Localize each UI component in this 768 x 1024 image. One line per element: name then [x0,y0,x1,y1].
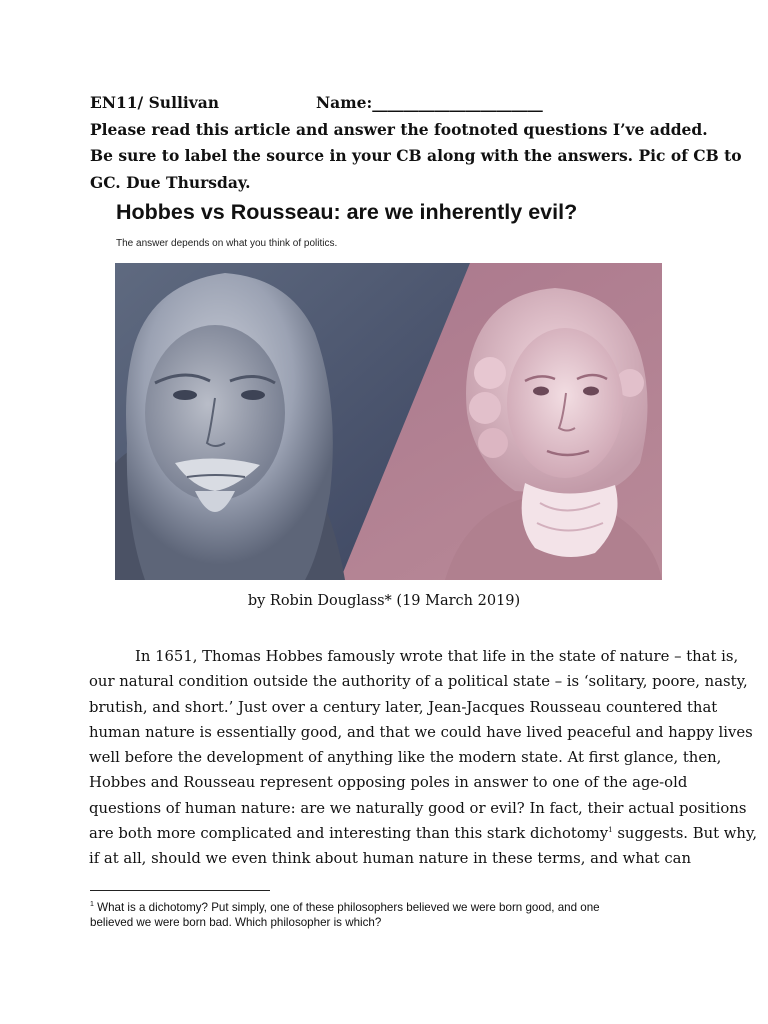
footnote-line: believed we were born bad. Which philosopher is which? [90,916,382,929]
footnote-divider [90,890,270,891]
footnote-marker: 1 [90,901,94,909]
name-field-label: Name:______________________ [316,93,543,112]
article-byline: by Robin Douglass* (19 March 2019) [247,593,521,609]
body-line: well before the development of anything like the modern state. At first glance, then, [89,749,722,767]
course-label: EN11/ Sullivan [90,93,220,112]
body-line: In 1651, Thomas Hobbes famously wrote that life in the state of nature – that is, [135,648,739,665]
body-line-text: suggests. But why, [617,825,758,843]
body-line: brutish, and short.’ Just over a century later, Jean-Jacques Rousseau countered that [89,698,718,716]
figure-subtitle: The answer depends on what you think of politics. [116,238,338,249]
body-line: questions of human nature: are we naturally good or evil? In fact, their actual positions [89,799,747,817]
footnote-line [90,900,690,915]
body-line: human nature is essentially good, and that we could have lived peaceful and happy lives [89,723,753,741]
instruction-line-2: Be sure to label the source in your CB along with the answers. Pic of CB to [90,146,742,165]
article-body [89,644,758,872]
body-line: if at all, should we even think about human nature in these terms, and what can [89,850,691,868]
article-figure [92,196,680,582]
body-line: our natural condition outside the authority of a political state – is ‘solitary, poore, nasty, [89,673,748,691]
figure-title: Hobbes vs Rousseau: are we inherently evil? [116,200,578,224]
instruction-line-1: Please read this article and answer the footnoted questions I’ve added. [90,119,708,139]
footnote-text: What is a dichotomy? Put simply, one of these philosophers believed we were born good, and one [97,901,600,914]
body-line [89,821,758,846]
footnote [90,900,690,930]
footnote-reference: 1 [608,826,613,835]
instruction-line-3: GC. Due Thursday. [90,172,251,192]
body-line-text: are both more complicated and interesting than this stark dichotomy [89,825,609,843]
body-line: Hobbes and Rousseau represent opposing poles in answer to one of the age-old [89,774,688,792]
assignment-header [90,90,742,196]
hobbes-rousseau-portrait-image [115,263,662,580]
